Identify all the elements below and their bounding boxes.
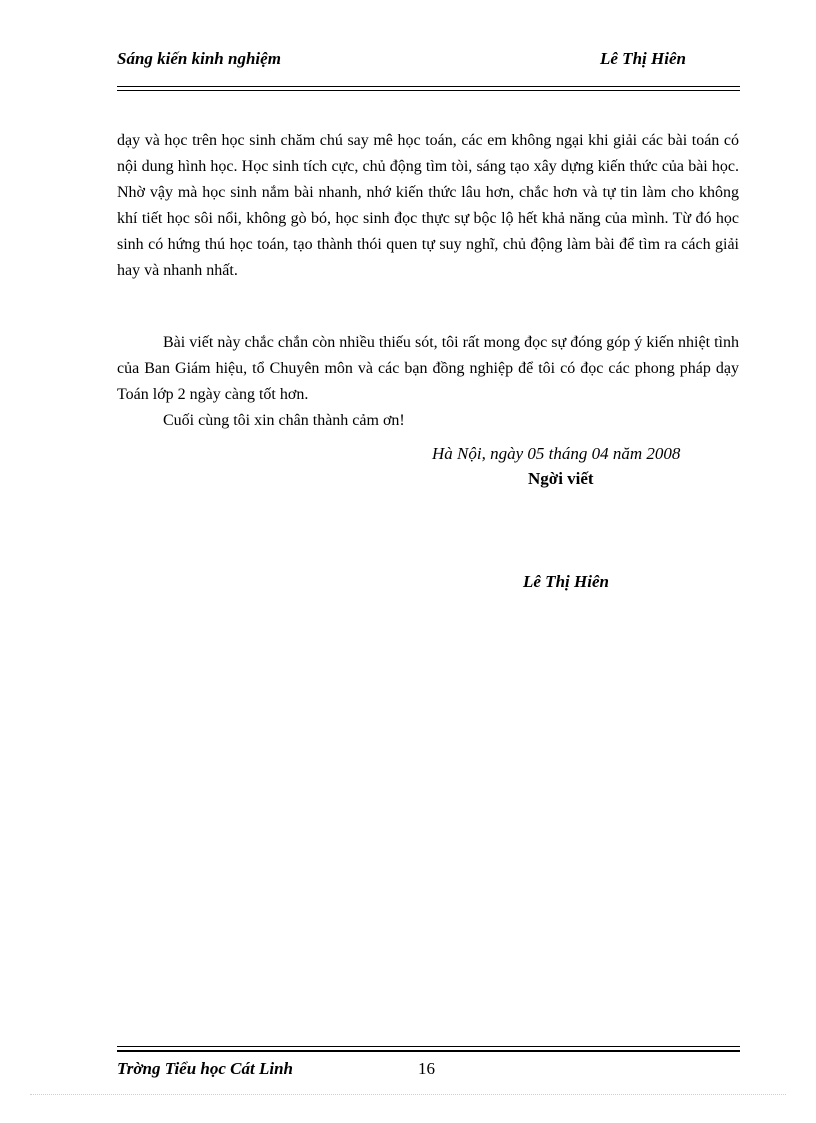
header-right-text: Lê Thị Hiên bbox=[600, 49, 686, 68]
footer-left-text: Trờng Tiểu học Cát Linh bbox=[117, 1059, 294, 1078]
page-edge-dots bbox=[30, 1094, 786, 1095]
signature-date: Hà Nội, ngày 05 tháng 04 năm 2008 bbox=[432, 444, 681, 463]
signature-name: Lê Thị Hiên bbox=[523, 572, 609, 591]
body-paragraph-3: Cuối cùng tôi xin chân thành cảm ơn! bbox=[163, 412, 405, 429]
page-number: 16 bbox=[418, 1059, 435, 1078]
header-rule bbox=[117, 86, 740, 87]
body-paragraph-1: dạy và học trên học sinh chăm chú say mê học toán, các em không ngại khi giải các bài toán có nội dung hình học. Học sinh tích cực, chủ động tìm tòi, sáng tạo xây dựng kiến thức của bài học. Nhờ vậy mà học sinh nắm bài nhanh, nhớ kiến thức lâu hơn, chắc hơn và tự tin làm cho không khí tiết học sôi nổi, không gò bó, học sinh đọc thực sự bộc lộ hết khả năng của mình. Từ đó học sinh có hứng thú học toán, tạo thành thói quen tự suy nghĩ, chủ động làm bài để tìm ra cách giải hay và nhanh nhất. bbox=[117, 132, 739, 279]
header-rule-secondary bbox=[117, 90, 740, 91]
footer-rule-secondary bbox=[117, 1050, 740, 1052]
header-left-text: Sáng kiến kinh nghiệm bbox=[117, 49, 281, 68]
body-paragraph-2: Bài viết này chắc chắn còn nhiều thiếu sót, tôi rất mong đọc sự đóng góp ý kiến nhiệt tình của Ban Giám hiệu, tổ Chuyên môn và các bạn đồng nghiệp để tôi có đọc các phong pháp dạy Toán lớp 2 ngày càng tốt hơn. bbox=[117, 334, 739, 403]
footer-rule bbox=[117, 1046, 740, 1047]
signature-role: Ngời viết bbox=[528, 469, 594, 488]
